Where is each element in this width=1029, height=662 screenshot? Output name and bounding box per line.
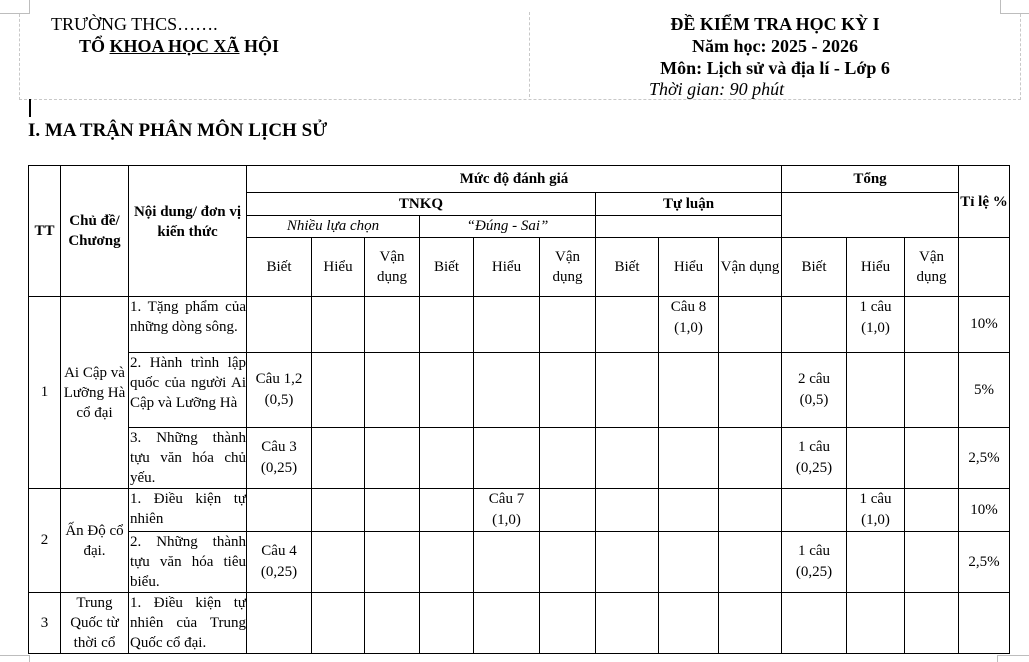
row-topic: Ai Cập và Lưỡng Hà cổ đại (61, 297, 129, 489)
table-row (29, 428, 1010, 489)
header-multiple-choice: Nhiều lựa chọn (247, 216, 420, 238)
cell (365, 532, 420, 593)
cell (365, 489, 420, 532)
level-mc-know: Biết (247, 238, 312, 297)
cell (719, 593, 782, 654)
exam-title: ĐỀ KIỂM TRA HỌC KỲ I (670, 14, 880, 34)
cell (847, 593, 905, 654)
level-total-apply: Vận dụng (905, 238, 959, 297)
cell (420, 428, 474, 489)
row-content: 2. Hành trình lập quốc của người Ai Cập và Lưỡng Hà (129, 353, 247, 428)
table-row (29, 353, 1010, 428)
cell (420, 297, 474, 353)
row-content: 3. Những thành tựu văn hóa chủ yếu. (129, 428, 247, 489)
table-row (29, 532, 1010, 593)
row-ratio: 2,5% (959, 532, 1010, 593)
cell: Câu 8 (1,0) (659, 297, 719, 353)
cell (905, 297, 959, 353)
cell (905, 532, 959, 593)
cell (474, 593, 540, 654)
cell (659, 593, 719, 654)
cell (596, 353, 659, 428)
cell (782, 593, 847, 654)
cell (474, 532, 540, 593)
cell (847, 532, 905, 593)
row-ratio: 10% (959, 297, 1010, 353)
cell (365, 353, 420, 428)
row-tt: 3 (29, 593, 61, 654)
header-true-false: “Đúng - Sai” (420, 216, 596, 238)
level-essay-understand: Hiểu (659, 238, 719, 297)
cell (719, 297, 782, 353)
row-ratio: 2,5% (959, 428, 1010, 489)
level-tf-understand: Hiểu (474, 238, 540, 297)
cell (420, 353, 474, 428)
row-content: 1. Điều kiện tự nhiên của Trung Quốc cổ đại. (129, 593, 247, 654)
cell (474, 353, 540, 428)
cell: Câu 3 (0,25) (247, 428, 312, 489)
row-ratio: 10% (959, 489, 1010, 532)
cell (596, 532, 659, 593)
row-ratio: 5% (959, 353, 1010, 428)
department-prefix: TỔ (79, 36, 110, 56)
level-total-know: Biết (782, 238, 847, 297)
level-tf-apply: Vận dụng (540, 238, 596, 297)
header-left (19, 12, 529, 97)
cell (596, 489, 659, 532)
cell: 2 câu (0,5) (782, 353, 847, 428)
cell (365, 297, 420, 353)
cell: 1 câu (0,25) (782, 532, 847, 593)
level-total-understand: Hiểu (847, 238, 905, 297)
header-content: Nội dung/ đơn vị kiến thức (129, 166, 247, 297)
cell (247, 489, 312, 532)
row-content: 1. Tặng phẩm của những dòng sông. (129, 297, 247, 353)
cell: Câu 1,2 (0,5) (247, 353, 312, 428)
table-row (29, 297, 1010, 353)
row-tt: 1 (29, 297, 61, 489)
header-tnkq: TNKQ (247, 193, 596, 216)
level-mc-apply: Vận dụng (365, 238, 420, 297)
cell: 1 câu (1,0) (847, 489, 905, 532)
level-tf-know: Biết (420, 238, 474, 297)
level-mc-understand: Hiểu (312, 238, 365, 297)
cell (312, 297, 365, 353)
level-essay-know: Biết (596, 238, 659, 297)
department-name (79, 36, 279, 57)
cell (540, 593, 596, 654)
assessment-matrix-table (28, 165, 1010, 654)
cell (420, 532, 474, 593)
cell (540, 489, 596, 532)
header-topic: Chủ đề/ Chương (61, 166, 129, 297)
department-suffix: HỘI (239, 36, 280, 56)
row-topic: Ấn Độ cổ đại. (61, 489, 129, 593)
cell (905, 428, 959, 489)
section-title: I. MA TRẬN PHÂN MÔN LỊCH SỬ (28, 120, 328, 141)
cell (847, 353, 905, 428)
exam-duration: Thời gian: 90 phút (649, 79, 785, 99)
cell (847, 428, 905, 489)
cell: 1 câu (0,25) (782, 428, 847, 489)
school-year: Năm học: 2025 - 2026 (692, 36, 858, 56)
row-topic: Trung Quốc từ thời cổ (61, 593, 129, 654)
table-row (29, 593, 1010, 654)
cell (596, 593, 659, 654)
cell (719, 532, 782, 593)
row-content: 2. Những thành tựu văn hóa tiêu biểu. (129, 532, 247, 593)
level-ratio-blank (959, 238, 1010, 297)
cell: 1 câu (1,0) (847, 297, 905, 353)
row-content: 1. Điều kiện tự nhiên (129, 489, 247, 532)
cell (420, 593, 474, 654)
header-essay-blank (596, 216, 782, 238)
cell (782, 297, 847, 353)
cell: Câu 7 (1,0) (474, 489, 540, 532)
cell (659, 428, 719, 489)
cell (540, 532, 596, 593)
cell (420, 489, 474, 532)
department-underlined: KHOA HỌC XÃ (109, 36, 240, 56)
row-ratio (959, 593, 1010, 654)
cell (365, 428, 420, 489)
cell (905, 593, 959, 654)
cell (247, 593, 312, 654)
text-cursor (29, 99, 31, 117)
level-essay-apply: Vận dụng (719, 238, 782, 297)
cell (719, 489, 782, 532)
cell (247, 297, 312, 353)
cell (659, 489, 719, 532)
cell (474, 297, 540, 353)
cell (719, 353, 782, 428)
subject-line: Môn: Lịch sử và địa lí - Lớp 6 (660, 58, 890, 78)
cell (659, 353, 719, 428)
cell (596, 297, 659, 353)
school-name: TRƯỜNG THCS……. (51, 14, 218, 34)
cell (540, 297, 596, 353)
header-total: Tổng (782, 166, 959, 193)
cell (540, 428, 596, 489)
header-assessment-level: Mức độ đánh giá (247, 166, 782, 193)
cell (905, 353, 959, 428)
cell (659, 532, 719, 593)
header-tt: TT (29, 166, 61, 297)
cell (312, 489, 365, 532)
header-ratio: Tỉ lệ % (959, 166, 1010, 238)
cell (312, 532, 365, 593)
table-row (29, 489, 1010, 532)
cell (312, 353, 365, 428)
header-essay: Tự luận (596, 193, 782, 216)
cell (312, 593, 365, 654)
cell (474, 428, 540, 489)
cell (596, 428, 659, 489)
cell (905, 489, 959, 532)
cell (540, 353, 596, 428)
cell (312, 428, 365, 489)
cell: Câu 4 (0,25) (247, 532, 312, 593)
cell (782, 489, 847, 532)
header-total-blank (782, 193, 959, 238)
cell (719, 428, 782, 489)
cell (365, 593, 420, 654)
row-tt: 2 (29, 489, 61, 593)
header-right (529, 12, 1020, 97)
